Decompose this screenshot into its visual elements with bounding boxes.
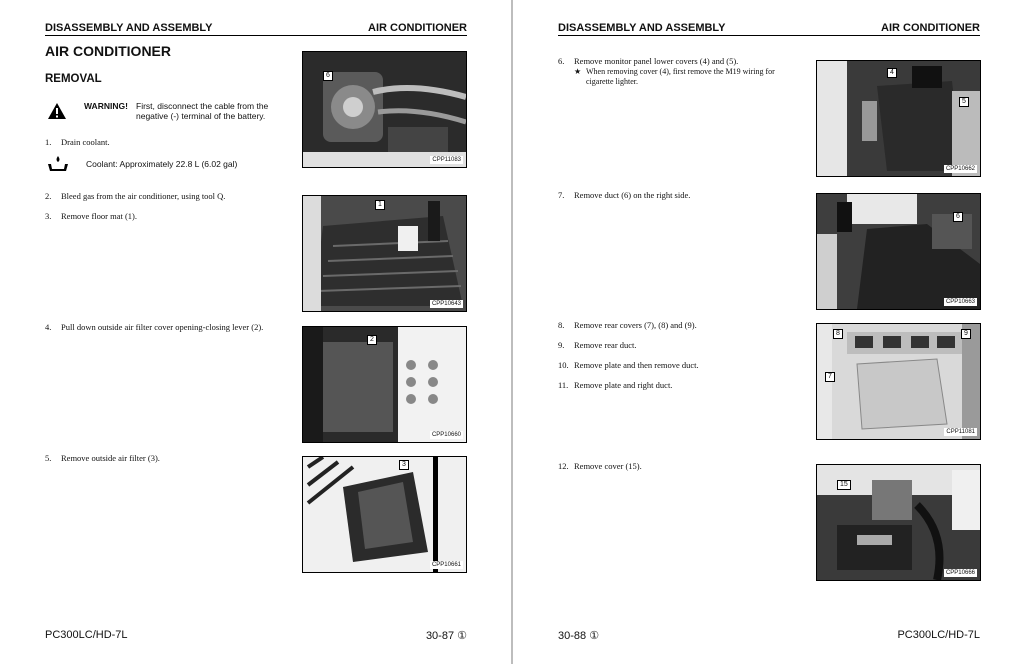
- photo-callout-a: 15: [837, 480, 851, 490]
- photo-compressor: [302, 51, 467, 168]
- warning-text-line1: First, disconnect the cable from the: [136, 101, 269, 111]
- photo-callout-a: 6: [953, 212, 963, 222]
- photo-callout-b: 9: [961, 329, 971, 339]
- step-9: 9. Remove rear duct.: [558, 340, 637, 350]
- step-11: 11. Remove plate and right duct.: [558, 380, 673, 390]
- footer-model: PC300LC/HD-7L: [897, 629, 980, 641]
- right-header-rule: [558, 35, 980, 36]
- step-8: 8. Remove rear covers (7), (8) and (9).: [558, 320, 697, 330]
- step-3: 3. Remove floor mat (1).: [45, 211, 138, 221]
- step-2: 2. Bleed gas from the air conditioner, using tool Q.: [45, 191, 226, 201]
- photo-code: CPP10643: [431, 301, 461, 307]
- footer-model: PC300LC/HD-7L: [45, 629, 128, 641]
- photo-code: CPP10662: [945, 166, 975, 172]
- footer-page-number: 30-88 ①: [558, 630, 600, 642]
- step-7: 7. Remove duct (6) on the right side.: [558, 190, 691, 200]
- photo-floor-mat: [302, 195, 467, 312]
- photo-callout: 2: [367, 335, 377, 345]
- photo-cover-15: [816, 464, 981, 581]
- step-6: 6. Remove monitor panel lower covers (4) and (5).: [558, 56, 739, 66]
- step-12: 12. Remove cover (15).: [558, 461, 642, 471]
- warning-icon: [47, 102, 67, 120]
- photo-callout: 6: [323, 71, 333, 81]
- warning-label: WARNING!: [84, 101, 128, 111]
- coolant-drain-icon: [47, 155, 69, 172]
- photo-callout-a: 4: [887, 68, 897, 78]
- photo-callout-b: 5: [959, 97, 969, 107]
- step-5: 5. Remove outside air filter (3).: [45, 453, 160, 463]
- step-4: 4. Pull down outside air filter cover opening-closing lever (2).: [45, 322, 264, 332]
- photo-code: CPP10663: [945, 299, 975, 305]
- step-6-note: ★ When removing cover (4), first remove the M19 wiring for cigarette lighter.: [574, 67, 775, 86]
- right-header-topic: AIR CONDITIONER: [881, 22, 980, 34]
- step-10: 10. Remove plate and then remove duct.: [558, 360, 699, 370]
- photo-code: CPP11083: [432, 157, 461, 163]
- left-header-section: DISASSEMBLY AND ASSEMBLY: [45, 22, 213, 34]
- photo-right-duct: [816, 193, 981, 310]
- page-title: AIR CONDITIONER: [45, 43, 171, 59]
- photo-code: CPP10661: [431, 562, 461, 568]
- photo-monitor-covers: [816, 60, 981, 177]
- left-header-rule: [45, 35, 467, 36]
- photo-air-filter: [302, 456, 467, 573]
- step-1: 1. Drain coolant.: [45, 137, 110, 147]
- left-page: [0, 0, 511, 664]
- coolant-capacity: Coolant: Approximately 22.8 L (6.02 gal): [86, 159, 238, 169]
- star-icon: ★: [574, 67, 582, 76]
- photo-callout-c: 7: [825, 372, 835, 382]
- right-page: [513, 0, 1024, 664]
- photo-callout: 1: [375, 200, 385, 210]
- footer-page-number: 30-87 ①: [425, 630, 467, 642]
- section-subtitle: REMOVAL: [45, 73, 102, 85]
- photo-filter-lever: [302, 326, 467, 443]
- photo-callout: 3: [399, 460, 409, 470]
- photo-callout-a: 8: [833, 329, 843, 339]
- warning-text-line2: negative (-) terminal of the battery.: [136, 111, 266, 121]
- left-header-topic: AIR CONDITIONER: [368, 22, 467, 34]
- photo-code: CPP10660: [431, 432, 461, 438]
- right-header-section: DISASSEMBLY AND ASSEMBLY: [558, 22, 726, 34]
- photo-rear-covers: [816, 323, 981, 440]
- photo-code: CPP10666: [945, 570, 975, 576]
- photo-code: CPP11081: [946, 429, 975, 435]
